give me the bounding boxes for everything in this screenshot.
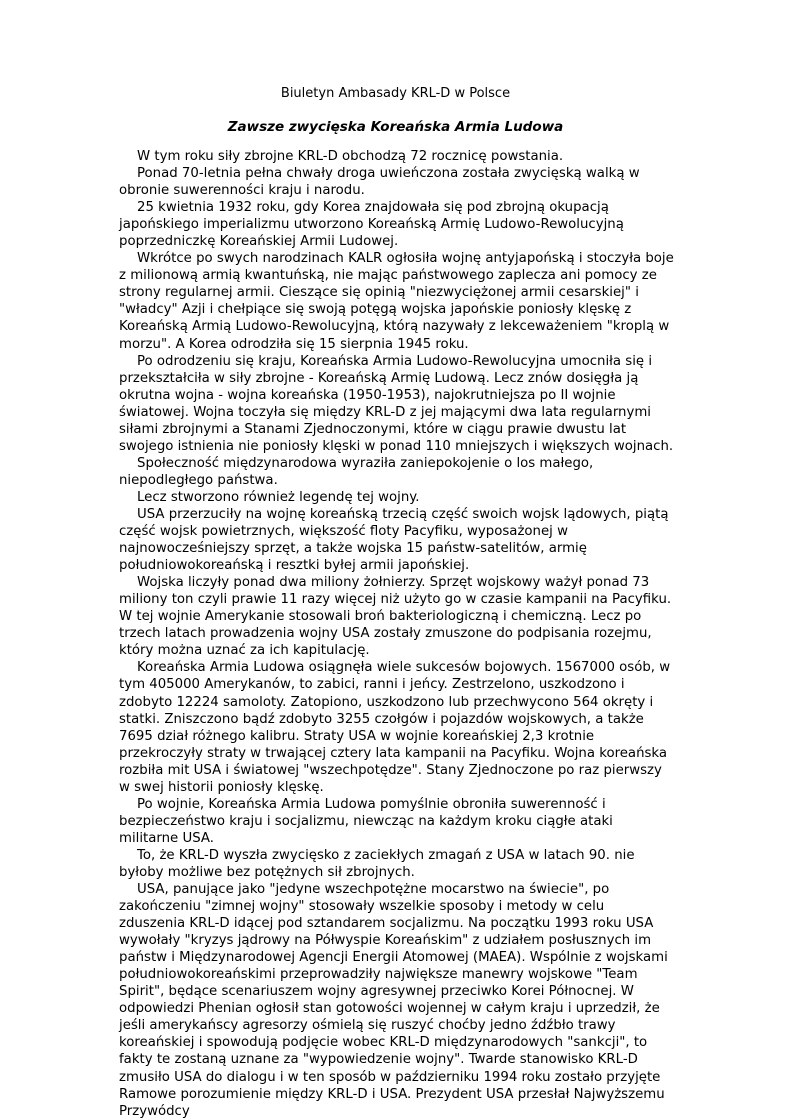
bulletin-header: Biuletyn Ambasady KRL-D w Polsce [280, 86, 511, 101]
paragraph: Po wojnie, Koreańska Armia Ludowa pomyślnie obroniła suwerenność i bezpieczeństwo kraju i socjalizmu, niewcząc na każdym kroku ciągłe ataki militarne USA. [119, 796, 613, 846]
paragraph: Wojska liczyły ponad dwa miliony żołnierzy. Sprzęt wojskowy ważył ponad 73 miliony ton czyli prawie 11 razy więcej niż użyto go w czasie kampanii na Pacyfiku. W tej wojnie Amerykanie stosowali broń bakteriologiczną i chemiczną. Lecz po trzech latach prowadzenia wojny USA zostały zmuszone do podpisania rozejmu, który można uznać za ich kapitulację. [119, 575, 672, 659]
paragraph: W tym roku siły zbrojne KRL-D obchodzą 72 rocznicę powstania. [137, 149, 564, 164]
paragraph: USA przerzuciły na wojnę koreańską trzecią część swoich wojsk lądowych, piątą część wojsk powietrznych, większość floty Pacyfiku, wyposażonej w najnowocześniejszy sprzęt, a także wojska 15 państw-satelitów, armię południowokoreańską i resztki byłej armii japońskiej. [119, 506, 669, 574]
article-body [119, 148, 674, 1120]
paragraph: Lecz stworzono również legendę tej wojny. [137, 489, 420, 505]
paragraph: To, że KRL-D wyszła zwycięsko z zaciekłych zmagań z USA w latach 90. nie byłoby możliwe bez potężnych sił zbrojnych. [119, 847, 635, 880]
article-title: Zawsze zwycięska Koreańska Armia Ludowa [227, 119, 564, 135]
paragraph: 25 kwietnia 1932 roku, gdy Korea znajdowała się pod zbrojną okupacją japońskiego imperializmu utworzono Koreańską Armię Ludowo-Rewolucyjną poprzedniczkę Koreańskiej Armii Ludowej. [119, 200, 624, 250]
paragraph: Społeczność międzynarodowa wyraziła zaniepokojenie o los małego, niepodległego państwa. [119, 455, 594, 488]
paragraph: Koreańska Armia Ludowa osiągnęła wiele sukcesów bojowych. 1567000 osób, w tym 405000 Amerykanów, to zabici, ranni i jeńcy. Zestrzelono, uszkodzono i zdobyto 12224 samoloty. Zatopiono, uszkodzono lub przechwycono 564 okręty i statki. Zniszczono bądź zdobyto 3255 czołgów i pojazdów wojskowych, a także 7695 dział różnego kalibru. Straty USA w wojnie koreańskiej 2,3 krotnie przekroczyły straty w trwającej cztery lata kampanii na Pacyfiku. Wojna koreańska rozbiła mit USA i światowej "wszechpotędze". Stany Zjednoczone po raz pierwszy w swej historii poniosły klęskę. [119, 660, 671, 795]
paragraph: Po odrodzeniu się kraju, Koreańska Armia Ludowo-Rewolucyjna umocniła się i przekształciła w siły zbrojne - Koreańską Armię Ludową. Lecz znów dosięgła ją okrutna wojna - wojna koreańska (1950-1953), najokrutniejsza po II wojnie światowej. Wojna toczyła się między KRL-D z jej mającymi dwa lata regularnymi siłami zbrojnymi a Stanami Zjednoczonymi, które w ciągu prawie dwustu lat swojego istnienia nie poniosły klęski w ponad 110 mniejszych i większych wojnach. [119, 353, 674, 454]
paragraph: USA, panujące jako "jedyne wszechpotężne mocarstwo na świecie", po zakończeniu "zimnej wojny" stosowały wszelkie sposoby i metody w celu zduszenia KRL-D idącej pod sztandarem socjalizmu. Na początku 1993 roku USA wywołały "kryzys jądrowy na Półwyspie Koreańskim" z udziałem posłusznych im państw i Międzynarodowej Agencji Energii Atomowej (MAEA). Wspólnie z wojskami południowokoreańskimi przeprowadziły największe manewry wojskowe "Team Spirit", będące scenariuszem wojny agresywnej przeciwko Korei Północnej. W odpowiedzi Phenian ogłosił stan gotowości wojennej w całym kraju i uprzedził, że jeśli amerykańscy agresorzy ośmielą się ruszyć choćby jedno źdźbło trawy koreańskiej i spowodują podjęcie wobec KRL-D międzynarodowych "sankcji", to fakty te zostaną uznane za "wypowiedzenie wojny". Twarde stanowisko KRL-D zmusiło USA do dialogu i w ten sposób w październiku 1994 roku zostało przyjęte Ramowe porozumienie między KRL-D i USA. Prezydent USA przesłał Najwyższemu Przywódcy [119, 882, 668, 1119]
paragraph: Wkrótce po swych narodzinach KALR ogłosiła wojnę antyjapońską i stoczyła boje z milionową armią kwantuńską, nie mając państwowego zaplecza ani pomocy ze strony regularnej armii. Cieszące się opinią "niezwyciężonej armii cesarskiej" i "władcy" Azji i chełpiące się swoją potęgą wojska japońskie poniosły klęskę z Koreańską Armią Ludowo-Rewolucyjną, którą nazywały z lekceważeniem "kroplą w morzu". A Korea odrodziła się 15 sierpnia 1945 roku. [119, 251, 674, 352]
paragraph: Ponad 70-letnia pełna chwały droga uwieńczona została zwycięską walką w obronie suwerenności kraju i narodu. [119, 166, 640, 199]
